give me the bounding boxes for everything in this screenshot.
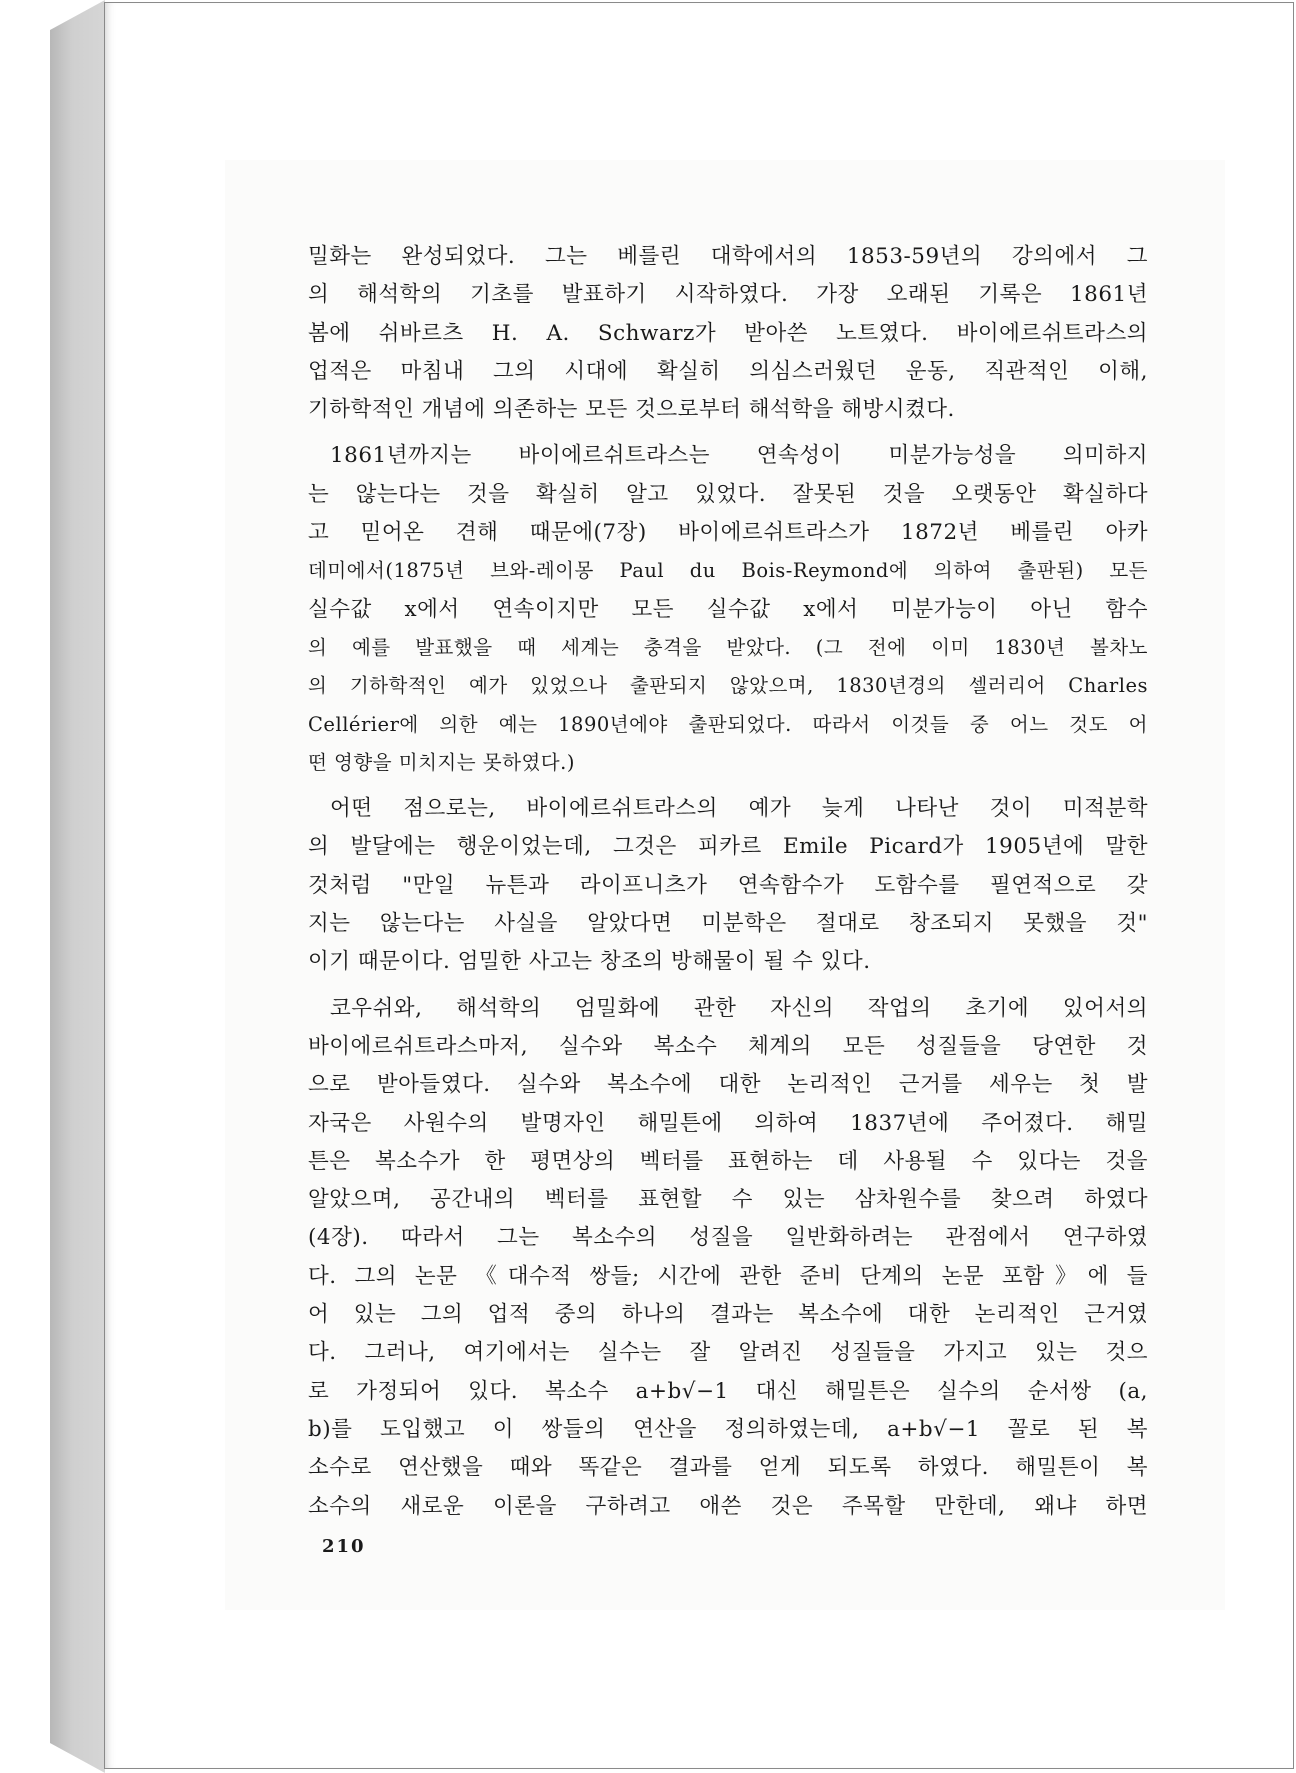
text-line: 밀화는 완성되었다. 그는 베를린 대학에서의 1853-59년의 강의에서 그 [308,244,1148,269]
text-line: 소수로 연산했을 때와 똑같은 결과를 얻게 되도록 하였다. 해밀튼이 복 [308,1455,1148,1481]
text-line: 의 기하학적인 예가 있었으나 출판되지 않았으며, 1830년경의 셀러리어 Charles [308,674,1148,698]
text-line: 데미에서(1875년 브와-레이몽 Paul du Bois-Reymond에 의하여 출판된) 모든 [308,559,1148,583]
text-line: 고 믿어온 견해 때문에(7장) 바이에르쉬트라스가 1872년 베를린 아카 [308,520,1148,546]
text-line: (4장). 따라서 그는 복소수의 성질을 일반화하려는 관점에서 연구하였 [308,1225,1148,1251]
text-line: 자국은 사원수의 발명자인 해밀튼에 의하여 1837년에 주어졌다. 해밀 [308,1110,1148,1136]
text-line: 어떤 점으로는, 바이에르쉬트라스의 예가 늦게 나타난 것이 미적분학 [330,796,1148,822]
paragraph-3 [308,790,1148,981]
text-line: 지는 않는다는 사실을 알았다면 미분학은 절대로 창조되지 못했을 것" [308,911,1148,937]
text-line: 알았으며, 공간내의 벡터를 표현할 수 있는 삼차원수를 찾으려 하였다 [308,1187,1148,1213]
text-line: 의 해석학의 기초를 발표하기 시작하였다. 가장 오래된 기록은 1861년 [308,282,1148,308]
text-line: 다. 그러나, 여기에서는 실수는 잘 알려진 성질들을 가지고 있는 것으 [308,1340,1148,1366]
text-line: 의 발달에는 행운이었는데, 그것은 피카르 Emile Picard가 1905년에 말한 [308,834,1148,860]
text-line: 바이에르쉬트라스마저, 실수와 복소수 체계의 모든 성질들을 당연한 것 [308,1033,1148,1059]
text-line: 이기 때문이다. 엄밀한 사고는 창조의 방해물이 될 수 있다. [308,949,871,975]
text-line: 봄에 쉬바르츠 H. A. Schwarz가 받아쓴 노트였다. 바이에르쉬트라스의 [308,320,1148,346]
text-line: 1861년까지는 바이에르쉬트라스는 연속성이 미분가능성을 의미하지 [330,443,1148,469]
text-line: 다. 그의 논문 《대수적 쌍들; 시간에 관한 준비 단계의 논문 포함》에 들 [308,1263,1148,1289]
text-line: 로 가정되어 있다. 복소수 a+b√−1 대신 해밀튼은 실수의 순서쌍 (a, [308,1378,1148,1404]
paragraph-2 [308,437,1148,782]
paragraph-4 [308,990,1148,1526]
text-line: 것처럼 "만일 뉴튼과 라이프니츠가 연속함수가 도함수를 필연적으로 갖 [308,872,1148,898]
text-line: 는 않는다는 것을 확실히 알고 있었다. 잘못된 것을 오랫동안 확실하다 [308,481,1148,507]
text-line: Cellérier에 의한 예는 1890년에야 출판되었다. 따라서 이것들 중 어느 것도 어 [308,712,1148,736]
text-line: 기하학적인 개념에 의존하는 모든 것으로부터 해석학을 해방시켰다. [308,397,955,423]
text-line: 떤 영향을 미치지는 못하였다.) [308,750,575,774]
text-line: 실수값 x에서 연속이지만 모든 실수값 x에서 미분가능이 아닌 함수 [308,596,1148,622]
text-line: 튼은 복소수가 한 평면상의 벡터를 표현하는 데 사용될 수 있다는 것을 [308,1148,1148,1174]
book-spine [50,0,105,1773]
text-line: 소수의 새로운 이론을 구하려고 애쓴 것은 주목할 만한데, 왜냐 하면 [308,1493,1148,1519]
text-line: 으로 받아들였다. 실수와 복소수에 대한 논리적인 근거를 세우는 첫 발 [308,1072,1148,1098]
text-line: 코우쉬와, 해석학의 엄밀화에 관한 자신의 작업의 초기에 있어서의 [330,995,1148,1021]
text-line: 어 있는 그의 업적 중의 하나의 결과는 복소수에 대한 논리적인 근거였 [308,1302,1148,1328]
text-line: 업적은 마침내 그의 시대에 확실히 의심스러웠던 운동, 직관적인 이해, [308,358,1148,384]
page-number: 210 [322,1536,366,1557]
text-line: b)를 도입했고 이 쌍들의 연산을 정의하였는데, a+b√−1 꼴로 된 복 [308,1416,1148,1442]
text-line: 의 예를 발표했을 때 세계는 충격을 받았다. (그 전에 이미 1830년 볼차노 [308,635,1148,659]
body-text [308,238,1148,1534]
paragraph-1 [308,238,1148,429]
